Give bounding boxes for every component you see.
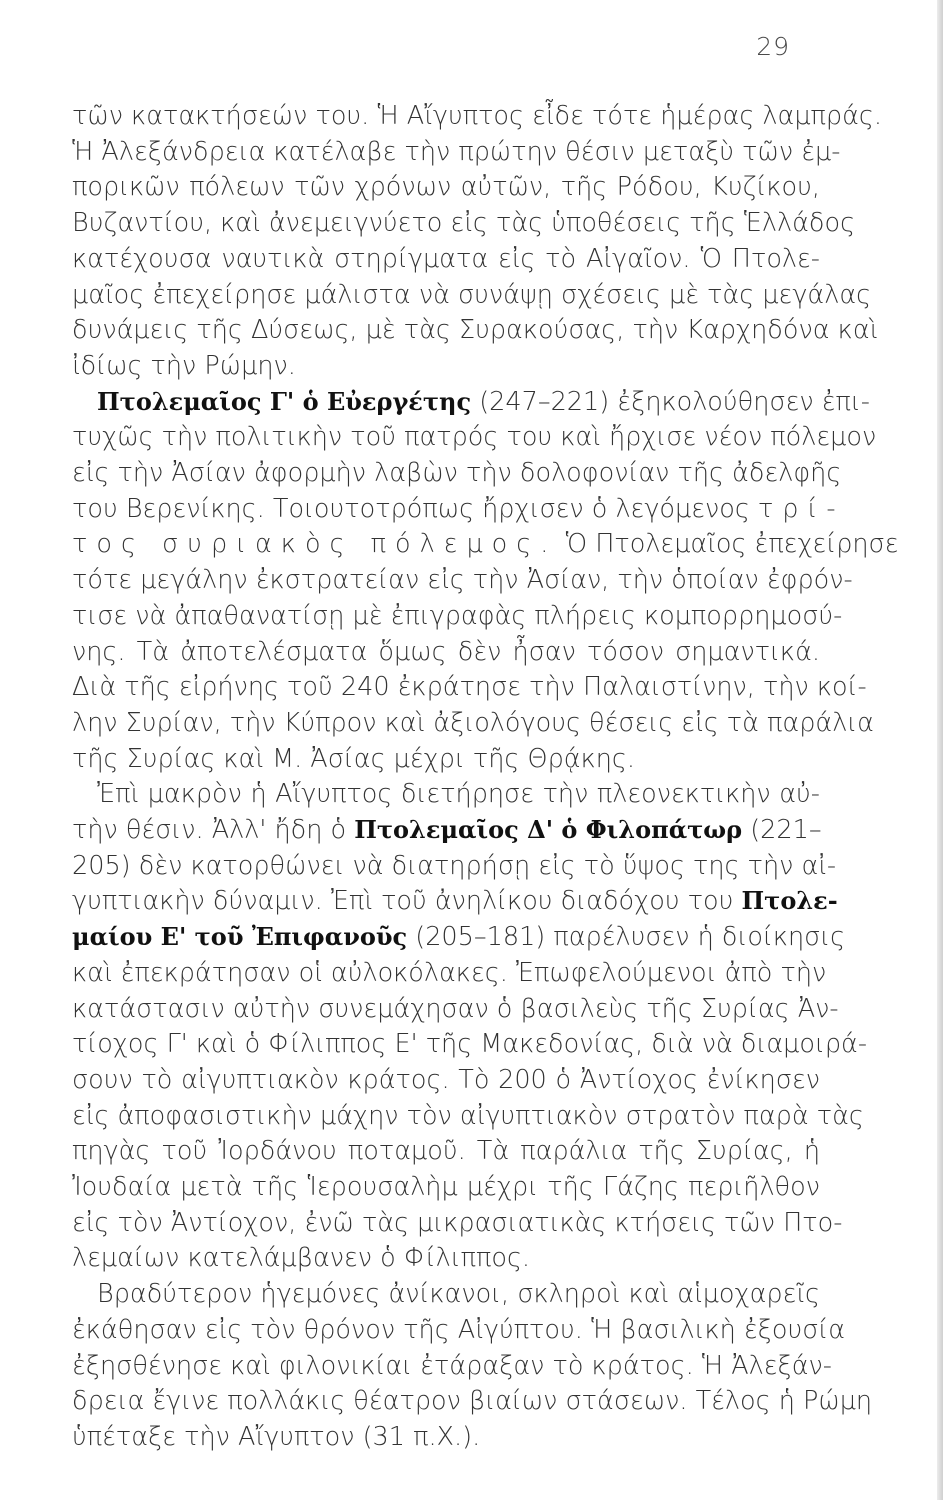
text-line	[72, 563, 853, 597]
text-line	[72, 956, 827, 990]
text-segment: Ἡ Ἀλεξάνδρεια κατέλαβε τὴν πρώτην θέσιν μεταξὺ τῶν ἐμ-	[72, 136, 841, 167]
text-segment: Διὰ τῆς εἰρήνης τοῦ 240 ἐκράτησε τὴν Παλαιστίνην, τὴν κοί-	[72, 672, 867, 703]
text-line	[72, 99, 882, 133]
page-edge-shadow	[937, 0, 943, 1500]
text-segment: τότε μεγάλην ἐκστρατείαν εἰς τὴν Ἀσίαν, τὴν ὁποίαν ἐφρόν-	[72, 565, 853, 596]
text-bold: Πτολεμαῖος Γ' ὁ Εὐεργέτης	[97, 386, 472, 416]
text-segment: τίοχος Γ' καὶ ὁ Φίλιππος Ε' τῆς Μακεδονίας, διὰ νὰ διαμοιρά-	[72, 1029, 868, 1060]
text-line	[72, 170, 820, 204]
text-segment: τὴν θέσιν. Ἀλλ' ἤδη ὁ	[72, 815, 355, 845]
text-segment: ἐξησθένησε καὶ φιλονικίαι ἐτάραξαν τὸ κράτος. Ἡ Ἀλεξάν-	[72, 1350, 833, 1381]
text-line	[72, 313, 879, 347]
text-bold: Πτολε-	[741, 886, 838, 916]
text-segment: τῆς Συρίας καὶ Μ. Ἀσίας μέχρι τῆς Θρᾴκης.	[72, 743, 635, 774]
text-segment: καὶ ἐπεκράτησαν οἱ αὐλοκόλακες. Ἐπωφελούμενοι ἀπὸ τὴν	[72, 957, 827, 988]
text-segment: ὑπέταξε τὴν Αἴγυπτον (31 π.Χ.).	[72, 1421, 481, 1452]
text-line	[72, 920, 846, 954]
text-segment: (205–181) παρέλυσεν ἡ διοίκησις	[407, 922, 846, 953]
text-segment: ἰδίως τὴν Ρώμην.	[72, 350, 296, 381]
text-segment: εἰς τὸν Ἀντίοχον, ἐνῶ τὰς μικρασιατικὰς κτήσεις τῶν Πτο-	[72, 1207, 843, 1238]
text-segment: τυχῶς τὴν πολιτικὴν τοῦ πατρός του καὶ ἤρχισε νέον πόλεμον	[72, 422, 877, 453]
text-segment: Βυζαντίου, καὶ ἀνεμειγνύετο εἰς τὰς ὑποθέσεις τῆς Ἑλλάδος	[72, 208, 856, 239]
text-line	[72, 349, 820, 383]
text-line	[72, 813, 820, 847]
text-line	[97, 777, 820, 811]
text-segment: τισε νὰ ἀπαθανατίσῃ μὲ ἐπιγραφὰς πλήρεις κομπορρημοσύ-	[72, 600, 843, 631]
text-segment: εἰς τὴν Ἀσίαν ἀφορμὴν λαβὼν τὴν δολοφονίαν τῆς ἀδελφῆς	[72, 458, 842, 488]
text-line	[72, 278, 872, 312]
text-line	[72, 527, 899, 561]
text-line	[72, 1384, 873, 1418]
text-line	[72, 1313, 846, 1347]
text-line	[72, 884, 838, 918]
text-segment: (221–	[742, 815, 822, 845]
text-segment: του Βερενίκης. Τοιουτοτρόπως ἤρχισεν ὁ λεγόμενος	[72, 493, 758, 524]
text-spaced: τρί-	[757, 493, 845, 524]
text-line	[72, 206, 856, 240]
text-segment: τῶν κατακτήσεών του. Ἡ Αἴγυπτος εἶδε τότε ἡμέρας λαμπράς.	[72, 101, 882, 131]
text-segment: ἐκάθησαν εἰς τὸν θρόνον τῆς Αἰγύπτου. Ἡ βασιλικὴ ἐξουσία	[72, 1314, 846, 1345]
text-line	[72, 992, 839, 1026]
text-segment: Βραδύτερον ἡγεμόνες ἀνίκανοι, σκληροὶ καὶ αἱμοχαρεῖς	[97, 1279, 820, 1310]
text-segment: Ἰουδαία μετὰ τῆς Ἱερουσαλὴμ μέχρι τῆς Γάζης περιῆλθον	[72, 1172, 820, 1202]
text-line	[72, 1099, 864, 1133]
text-line	[72, 135, 841, 169]
text-line	[72, 742, 820, 776]
text-line	[97, 1277, 820, 1311]
text-bold: μαίου Ε' τοῦ Ἐπιφανοῦς	[72, 922, 408, 952]
text-line	[72, 420, 877, 454]
text-segment: γυπτιακὴν δύναμιν. Ἐπὶ τοῦ ἀνηλίκου διαδόχου του	[72, 886, 742, 917]
text-segment: δυνάμεις τῆς Δύσεως, μὲ τὰς Συρακούσας, τὴν Καρχηδόνα καὶ	[72, 315, 879, 346]
text-line	[72, 492, 845, 526]
text-line	[72, 1206, 843, 1240]
text-segment: Ὁ Πτολεμαῖος ἐπεχείρησε	[557, 529, 899, 560]
text-spaced: τος συριακὸς πόλεμος.	[72, 529, 558, 560]
text-segment: κατάστασιν αὐτὴν συνεμάχησαν ὁ βασιλεὺς τῆς Συρίας Ἀν-	[72, 993, 839, 1024]
text-segment: πηγὰς τοῦ Ἰορδάνου ποταμοῦ. Τὰ παράλια τῆς Συρίας, ἡ	[72, 1136, 820, 1167]
text-segment: εἰς ἀποφασιστικὴν μάχην τὸν αἰγυπτιακὸν στρατὸν παρὰ τὰς	[72, 1100, 864, 1131]
text-segment: (247–221) ἐξηκολούθησεν ἐπι-	[471, 386, 870, 417]
text-line	[72, 599, 843, 633]
text-segment: λεμαίων κατελάμβανεν ὁ Φίλιππος.	[72, 1243, 531, 1274]
text-segment: μαῖος ἐπεχείρησε μάλιστα νὰ συνάψῃ σχέσεις μὲ τὰς μεγάλας	[72, 279, 872, 310]
text-line	[72, 1170, 820, 1204]
text-line	[72, 849, 837, 883]
text-line	[72, 635, 820, 669]
text-line	[97, 385, 870, 419]
text-line	[72, 1027, 868, 1061]
text-line	[72, 1241, 820, 1275]
text-segment: νης. Τὰ ἀποτελέσματα ὅμως δὲν ἦσαν τόσον σημαντικά.	[72, 636, 820, 667]
text-line	[72, 242, 820, 276]
text-line	[72, 1134, 820, 1168]
text-line	[72, 1420, 820, 1454]
text-segment: Ἐπὶ μακρὸν ἡ Αἴγυπτος διετήρησε τὴν πλεονεκτικὴν αὐ-	[97, 779, 820, 810]
text-line	[72, 706, 874, 740]
text-segment: δρεια ἔγινε πολλάκις θέατρον βιαίων στάσεων. Τέλος ἡ Ρώμη	[72, 1386, 873, 1417]
text-segment: σουν τὸ αἰγυπτιακὸν κράτος. Τὸ 200 ὁ Ἀντίοχος ἐνίκησεν	[72, 1064, 820, 1095]
text-segment: πορικῶν πόλεων τῶν χρόνων αὐτῶν, τῆς Ρόδου, Κυζίκου,	[72, 172, 820, 203]
text-segment: κατέχουσα ναυτικὰ στηρίγματα εἰς τὸ Αἰγαῖον. Ὁ Πτολε-	[72, 243, 820, 274]
text-line	[72, 1063, 820, 1097]
page-number: 29	[756, 32, 790, 61]
text-bold: Πτολεμαῖος Δ' ὁ Φιλοπάτωρ	[354, 815, 743, 844]
text-line	[72, 670, 867, 704]
text-segment: 205) δὲν κατορθώνει νὰ διατηρήσῃ εἰς τὸ ὕψος της τὴν αἰ-	[72, 850, 837, 881]
text-line	[72, 1349, 833, 1383]
text-line	[72, 456, 842, 490]
text-segment: λην Συρίαν, τὴν Κύπρον καὶ ἀξιολόγους θέσεις εἰς τὰ παράλια	[72, 707, 874, 738]
